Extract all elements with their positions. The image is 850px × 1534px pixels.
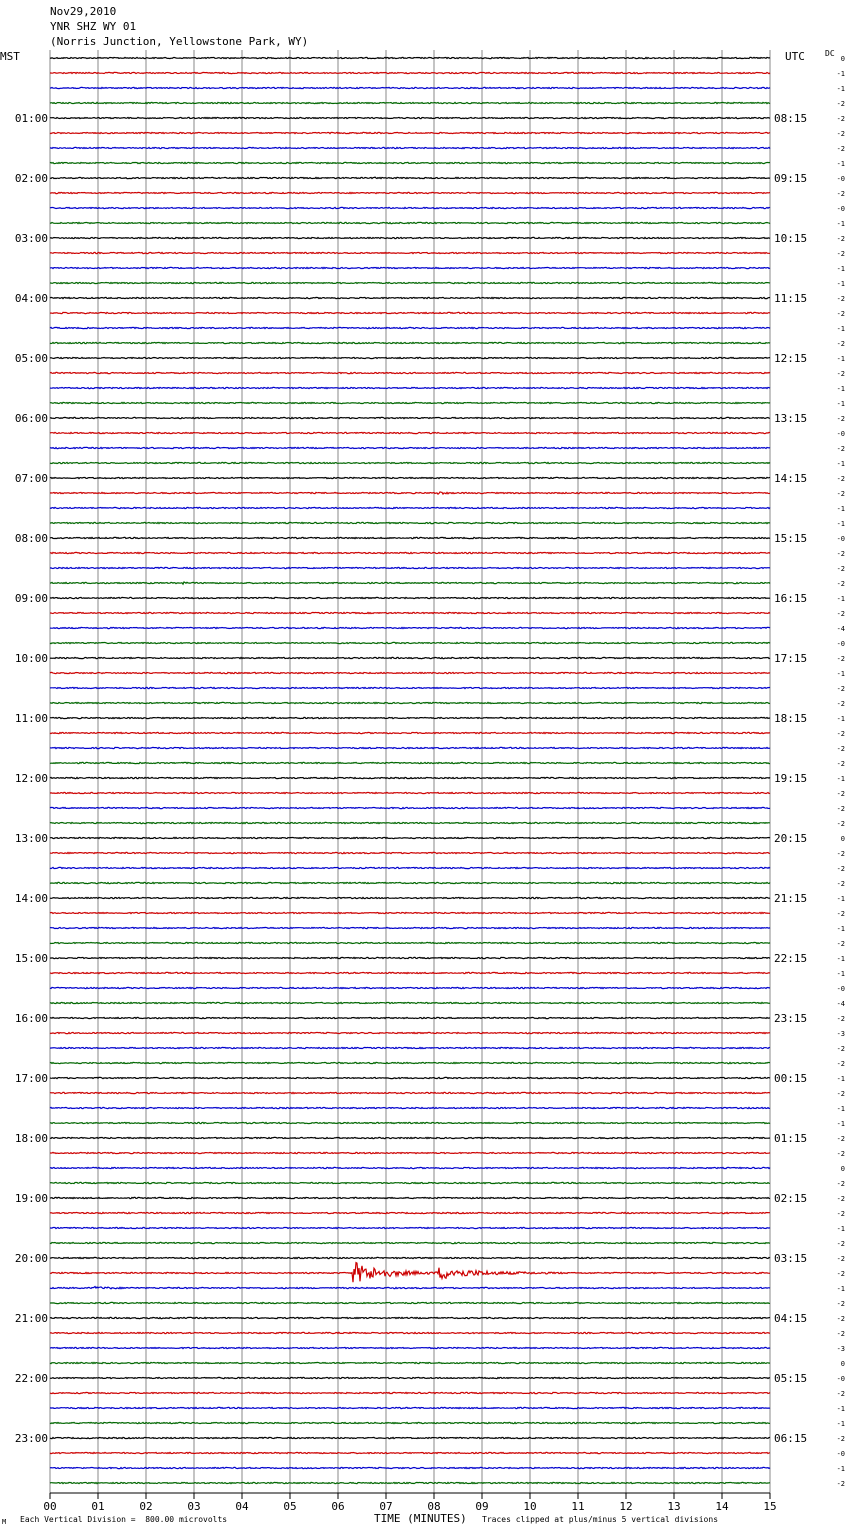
station-header — [50, 4, 308, 49]
dc-offset-label: -2 — [836, 850, 845, 858]
trace-line — [50, 537, 770, 538]
dc-offset-label: -1 — [836, 160, 845, 168]
right-hour-label: 12:15 — [774, 352, 808, 365]
trace-line — [50, 807, 770, 808]
left-hour-label: 21:00 — [14, 1312, 48, 1325]
dc-offset-label: -2 — [836, 1195, 845, 1203]
dc-offset-label: -2 — [836, 1300, 845, 1308]
trace-line — [50, 1002, 770, 1003]
dc-offset-label: 0 — [840, 1165, 845, 1173]
right-hour-label: 01:15 — [774, 1132, 808, 1145]
dc-offset-label: -1 — [836, 220, 845, 228]
trace-line — [50, 297, 770, 298]
trace-line — [50, 282, 770, 283]
dc-offset-label: -3 — [836, 1030, 845, 1038]
trace-line — [50, 1182, 770, 1183]
trace-line — [50, 462, 770, 463]
dc-offset-label: -2 — [836, 190, 845, 198]
trace-line — [50, 882, 770, 883]
dc-offset-label: -2 — [836, 760, 845, 768]
dc-offset-label: -2 — [836, 1090, 845, 1098]
x-tick-label: 13 — [667, 1500, 681, 1513]
dc-offset-label: -2 — [836, 655, 845, 663]
right-hour-label: 21:15 — [774, 892, 808, 905]
dc-offset-label: -4 — [836, 625, 845, 633]
right-hour-label: 06:15 — [774, 1432, 808, 1445]
dc-offset-label: -1 — [836, 1105, 845, 1113]
record-date: Nov29,2010 — [50, 5, 117, 18]
trace-line — [50, 1167, 770, 1168]
left-hour-label: 20:00 — [14, 1252, 48, 1265]
trace-line — [50, 102, 770, 103]
trace-line — [50, 687, 770, 688]
trace-line — [50, 402, 770, 403]
x-tick-label: 11 — [571, 1500, 585, 1513]
dc-offset-label: -1 — [836, 460, 845, 468]
trace-line — [50, 777, 770, 778]
trace-line — [50, 627, 770, 628]
trace-line — [50, 1467, 770, 1468]
trace-line — [50, 912, 770, 913]
trace-line — [50, 612, 770, 613]
right-hour-label: 05:15 — [774, 1372, 808, 1385]
seismic-traces — [50, 57, 770, 1483]
trace-line — [50, 1077, 770, 1078]
trace-line — [50, 927, 770, 928]
dc-offset-label: -1 — [836, 85, 845, 93]
trace-line — [50, 372, 770, 373]
dc-offset-label: -1 — [836, 955, 845, 963]
dc-offset-label: -0 — [836, 1375, 845, 1383]
dc-offset-label: -1 — [836, 400, 845, 408]
dc-offset-label: -2 — [836, 865, 845, 873]
left-hour-label: 22:00 — [14, 1372, 48, 1385]
trace-line — [50, 1032, 770, 1033]
dc-offset-label: -1 — [836, 970, 845, 978]
dc-offset-label: -1 — [836, 280, 845, 288]
left-hour-label: 16:00 — [14, 1012, 48, 1025]
right-hour-label: 15:15 — [774, 532, 808, 545]
trace-line — [50, 1092, 770, 1093]
trace-line — [50, 822, 770, 823]
right-hour-label: 02:15 — [774, 1192, 808, 1205]
trace-line — [50, 192, 770, 193]
dc-offset-label: -2 — [836, 1255, 845, 1263]
x-tick-label: 08 — [427, 1500, 441, 1513]
dc-offset-label: -1 — [836, 1405, 845, 1413]
dc-offset-label: -0 — [836, 640, 845, 648]
trace-line — [50, 597, 770, 598]
trace-line — [50, 1227, 770, 1228]
trace-line — [50, 1377, 770, 1378]
trace-line — [50, 702, 770, 703]
dc-offset-label: -3 — [836, 1345, 845, 1353]
trace-line — [50, 987, 770, 988]
right-hour-label: 13:15 — [774, 412, 808, 425]
x-axis-title: TIME (MINUTES) — [374, 1512, 467, 1525]
dc-offset-label: -0 — [836, 430, 845, 438]
dc-offset-label: -1 — [836, 355, 845, 363]
dc-offset-label: -2 — [836, 235, 845, 243]
dc-offset-label: -2 — [836, 1210, 845, 1218]
dc-offset-label: -2 — [836, 610, 845, 618]
x-tick-label: 07 — [379, 1500, 393, 1513]
x-tick-label: 05 — [283, 1500, 297, 1513]
x-tick-label: 01 — [91, 1500, 105, 1513]
dc-offset-label: -4 — [836, 1000, 845, 1008]
left-hour-label: 06:00 — [14, 412, 48, 425]
right-hour-label: 19:15 — [774, 772, 808, 785]
trace-line — [50, 207, 770, 208]
trace-line — [50, 252, 770, 253]
dc-offset-label: -2 — [836, 1480, 845, 1488]
dc-offset-label: -0 — [836, 205, 845, 213]
dc-offset-label: -1 — [836, 670, 845, 678]
trace-line — [50, 657, 770, 658]
left-hour-label: 02:00 — [14, 172, 48, 185]
axis-labels — [15, 55, 845, 1513]
left-hour-label: 07:00 — [14, 472, 48, 485]
left-hour-label: 10:00 — [14, 652, 48, 665]
dc-offset-label: -2 — [836, 1150, 845, 1158]
trace-line — [50, 1263, 770, 1283]
dc-offset-label: -1 — [836, 325, 845, 333]
dc-offset-label: -2 — [836, 700, 845, 708]
station-code: YNR SHZ WY 01 — [50, 20, 137, 33]
trace-line — [50, 1317, 770, 1318]
right-hour-label: 00:15 — [774, 1072, 808, 1085]
dc-offset-label: -1 — [836, 1465, 845, 1473]
right-hour-label: 10:15 — [774, 232, 808, 245]
footer-mark: M — [2, 1518, 7, 1526]
dc-offset-label: -2 — [836, 685, 845, 693]
dc-offset-label: -2 — [836, 100, 845, 108]
dc-offset-label: -2 — [836, 1315, 845, 1323]
trace-line — [50, 237, 770, 238]
trace-line — [50, 852, 770, 853]
right-hour-label: 11:15 — [774, 292, 808, 305]
trace-line — [50, 1047, 770, 1048]
dc-offset-label: -2 — [836, 445, 845, 453]
left-timezone-label: MST — [0, 50, 20, 63]
x-tick-label: 12 — [619, 1500, 633, 1513]
left-hour-label: 08:00 — [14, 532, 48, 545]
trace-line — [50, 867, 770, 868]
trace-line — [50, 1437, 770, 1438]
dc-offset-label: -2 — [836, 145, 845, 153]
trace-line — [50, 642, 770, 643]
trace-line — [50, 1212, 770, 1213]
dc-offset-label: -1 — [836, 775, 845, 783]
dc-offset-label: -1 — [836, 895, 845, 903]
dc-offset-label: -2 — [836, 250, 845, 258]
dc-offset-label: -1 — [836, 520, 845, 528]
trace-line — [50, 327, 770, 328]
trace-line — [50, 1257, 770, 1258]
right-hour-label: 17:15 — [774, 652, 808, 665]
dc-offset-label: -2 — [836, 1045, 845, 1053]
trace-line — [50, 1137, 770, 1138]
trace-line — [50, 957, 770, 958]
trace-line — [50, 1152, 770, 1153]
dc-offset-label: -2 — [836, 1270, 845, 1278]
trace-line — [50, 732, 770, 733]
left-hour-label: 04:00 — [14, 292, 48, 305]
dc-offset-label: 0 — [840, 55, 845, 63]
x-tick-label: 14 — [715, 1500, 729, 1513]
left-hour-label: 09:00 — [14, 592, 48, 605]
trace-line — [50, 897, 770, 898]
right-hour-label: 20:15 — [774, 832, 808, 845]
x-tick-label: 06 — [331, 1500, 345, 1513]
trace-line — [50, 1302, 770, 1303]
dc-offset-label: -2 — [836, 580, 845, 588]
trace-line — [50, 357, 770, 358]
right-hour-label: 14:15 — [774, 472, 808, 485]
trace-line — [50, 312, 770, 313]
scale-note: Each Vertical Division = 800.00 microvolts — [20, 1515, 228, 1524]
dc-offset-label: -2 — [836, 1060, 845, 1068]
dc-offset-label: -1 — [836, 1285, 845, 1293]
right-hour-label: 23:15 — [774, 1012, 808, 1025]
trace-line — [50, 1422, 770, 1423]
dc-offset-label: -1 — [836, 595, 845, 603]
trace-line — [50, 1482, 770, 1483]
trace-line — [50, 1347, 770, 1348]
trace-line — [50, 507, 770, 508]
dc-offset-label: -1 — [836, 1120, 845, 1128]
dc-offset-label: -2 — [836, 1390, 845, 1398]
x-tick-label: 04 — [235, 1500, 249, 1513]
dc-offset-label: -2 — [836, 130, 845, 138]
dc-offset-label: -2 — [836, 415, 845, 423]
left-hour-label: 01:00 — [14, 112, 48, 125]
trace-line — [50, 1122, 770, 1123]
dc-offset-label: -2 — [836, 340, 845, 348]
trace-line — [50, 672, 770, 673]
right-hour-label: 09:15 — [774, 172, 808, 185]
left-hour-label: 14:00 — [14, 892, 48, 905]
trace-line — [50, 567, 770, 568]
left-hour-label: 19:00 — [14, 1192, 48, 1205]
dc-offset-label: -2 — [836, 730, 845, 738]
trace-line — [50, 1107, 770, 1108]
trace-line — [50, 87, 770, 88]
trace-line — [50, 717, 770, 718]
trace-line — [50, 1452, 770, 1453]
left-hour-label: 23:00 — [14, 1432, 48, 1445]
dc-offset-label: -2 — [836, 550, 845, 558]
dc-offset-label: -1 — [836, 505, 845, 513]
dc-offset-label: -2 — [836, 370, 845, 378]
trace-line — [50, 162, 770, 163]
x-tick-label: 02 — [139, 1500, 153, 1513]
trace-line — [50, 57, 770, 58]
trace-line — [50, 942, 770, 943]
dc-offset-label: -2 — [836, 1435, 845, 1443]
dc-offset-label: -1 — [836, 1420, 845, 1428]
dc-offset-label: -1 — [836, 70, 845, 78]
dc-offset-label: -2 — [836, 1240, 845, 1248]
trace-line — [50, 447, 770, 448]
trace-line — [50, 1332, 770, 1333]
dc-offset-label: -1 — [836, 265, 845, 273]
dc-offset-label: -2 — [836, 565, 845, 573]
dc-offset-label: -2 — [836, 910, 845, 918]
dc-offset-label: -0 — [836, 535, 845, 543]
right-hour-label: 08:15 — [774, 112, 808, 125]
right-hour-label: 04:15 — [774, 1312, 808, 1325]
right-hour-label: 16:15 — [774, 592, 808, 605]
x-tick-label: 03 — [187, 1500, 201, 1513]
trace-line — [50, 1407, 770, 1408]
left-hour-label: 12:00 — [14, 772, 48, 785]
dc-offset-label: -1 — [836, 1225, 845, 1233]
dc-offset-label: -2 — [836, 475, 845, 483]
dc-offset-label: -1 — [836, 925, 845, 933]
trace-line — [50, 1062, 770, 1063]
trace-line — [50, 132, 770, 133]
trace-line — [50, 267, 770, 268]
trace-line — [50, 492, 770, 494]
trace-line — [50, 477, 770, 478]
trace-line — [50, 972, 770, 973]
dc-offset-label: 0 — [840, 835, 845, 843]
trace-line — [50, 1242, 770, 1243]
trace-line — [50, 837, 770, 838]
dc-offset-label: -1 — [836, 385, 845, 393]
left-hour-label: 05:00 — [14, 352, 48, 365]
dc-label: DC — [825, 49, 835, 58]
trace-line — [50, 417, 770, 418]
dc-offset-label: -2 — [836, 490, 845, 498]
trace-line — [50, 762, 770, 763]
left-hour-label: 13:00 — [14, 832, 48, 845]
trace-line — [50, 342, 770, 343]
dc-offset-label: -2 — [836, 295, 845, 303]
x-tick-label: 10 — [523, 1500, 537, 1513]
dc-offset-label: -2 — [836, 745, 845, 753]
x-tick-label: 15 — [763, 1500, 777, 1513]
trace-line — [50, 747, 770, 748]
x-tick-label: 00 — [43, 1500, 57, 1513]
dc-offset-label: -1 — [836, 1075, 845, 1083]
trace-line — [50, 792, 770, 793]
trace-line — [50, 522, 770, 523]
x-tick-label: 09 — [475, 1500, 489, 1513]
dc-offset-label: -1 — [836, 715, 845, 723]
trace-line — [50, 1392, 770, 1393]
dc-offset-label: -0 — [836, 175, 845, 183]
dc-offset-label: -2 — [836, 1015, 845, 1023]
dc-offset-label: -0 — [836, 985, 845, 993]
trace-line — [50, 1017, 770, 1018]
dc-offset-label: -0 — [836, 1450, 845, 1458]
right-hour-label: 22:15 — [774, 952, 808, 965]
dc-offset-label: -2 — [836, 805, 845, 813]
dc-offset-label: -2 — [836, 820, 845, 828]
dc-offset-label: -2 — [836, 1330, 845, 1338]
trace-line — [50, 432, 770, 433]
left-hour-label: 11:00 — [14, 712, 48, 725]
dc-offset-label: -2 — [836, 790, 845, 798]
right-timezone-label: UTC — [785, 50, 805, 63]
clip-note: Traces clipped at plus/minus 5 vertical divisions — [482, 1515, 719, 1524]
dc-offset-label: -2 — [836, 880, 845, 888]
trace-line — [50, 1362, 770, 1363]
trace-line — [50, 552, 770, 553]
right-hour-label: 03:15 — [774, 1252, 808, 1265]
left-hour-label: 18:00 — [14, 1132, 48, 1145]
dc-offset-label: -2 — [836, 115, 845, 123]
trace-line — [50, 1197, 770, 1198]
dc-offset-label: -2 — [836, 1180, 845, 1188]
trace-line — [50, 72, 770, 73]
trace-line — [50, 117, 770, 118]
station-location: (Norris Junction, Yellowstone Park, WY) — [50, 35, 309, 48]
trace-line — [50, 387, 770, 388]
trace-line — [50, 177, 770, 179]
left-hour-label: 17:00 — [14, 1072, 48, 1085]
left-hour-label: 03:00 — [14, 232, 48, 245]
right-hour-label: 18:15 — [774, 712, 808, 725]
dc-offset-label: -2 — [836, 1135, 845, 1143]
dc-offset-label: -2 — [836, 940, 845, 948]
dc-offset-label: 0 — [840, 1360, 845, 1368]
left-hour-label: 15:00 — [14, 952, 48, 965]
trace-line — [50, 147, 770, 148]
trace-line — [50, 1287, 770, 1289]
trace-line — [50, 222, 770, 223]
dc-offset-label: -2 — [836, 310, 845, 318]
trace-line — [50, 582, 770, 584]
